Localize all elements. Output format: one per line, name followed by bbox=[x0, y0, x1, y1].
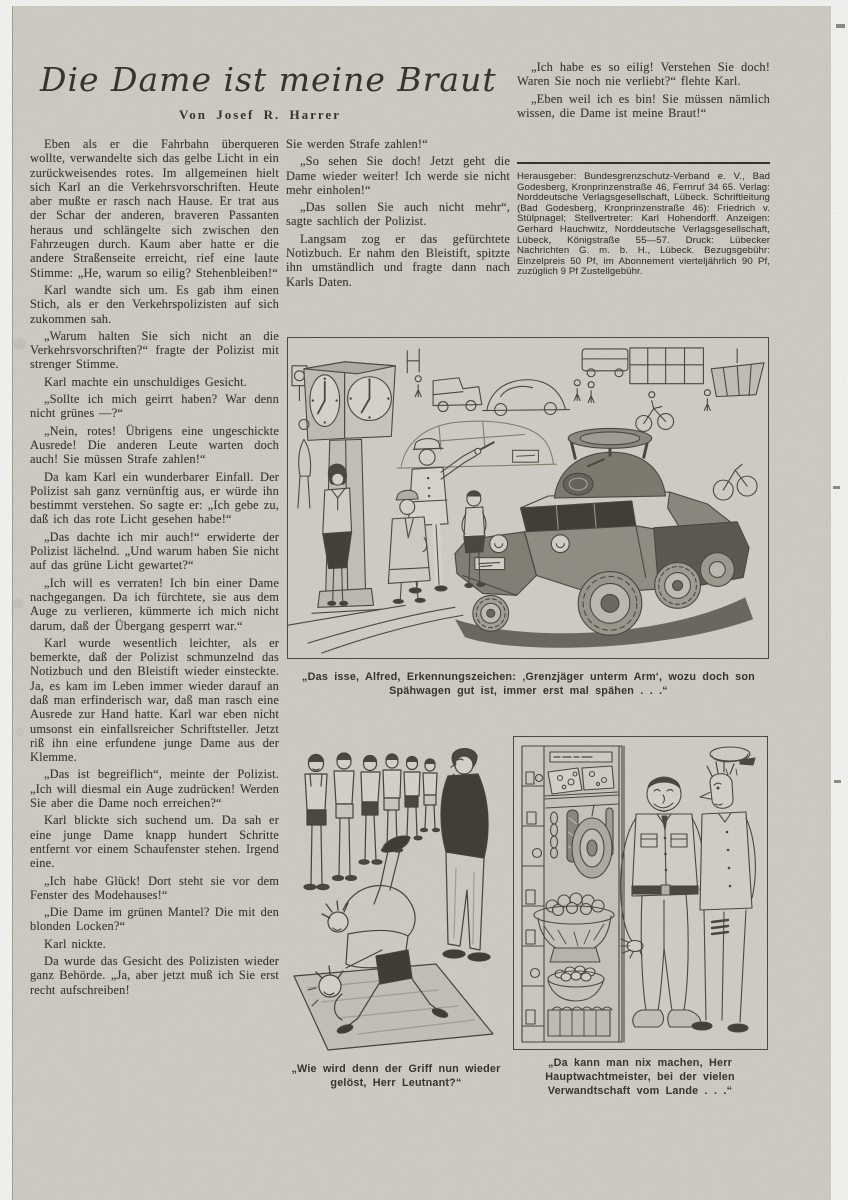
athletes-row bbox=[304, 753, 440, 890]
paragraph: Langsam zog er das gefürchtete Notizbuch. Er nahm den Bleistift, spitzte ihn umständlich und fragte dann nach Karls Daten. bbox=[286, 231, 510, 289]
wrestling-cartoon bbox=[288, 738, 505, 1056]
beetle-car bbox=[483, 380, 569, 416]
turret bbox=[554, 428, 665, 498]
motorcycle bbox=[713, 464, 757, 500]
paragraph: „Die Dame im grünen Mantel? Die mit den blonden Locken?“ bbox=[30, 905, 279, 934]
wrestling-caption: „Wie wird denn der Griff nun wieder gelöst, Herr Leutnant?“ bbox=[291, 1063, 501, 1089]
suited-onlooker bbox=[441, 749, 490, 961]
paragraph: „Das sollen Sie auch nicht mehr“, sagte sachlich der Polizist. bbox=[286, 200, 510, 229]
paragraph: „Das dachte ich mir auch!“ erwiderte der Polizist lächelnd. „Und warum haben Sie nicht auf das grüne Licht gewartet?“ bbox=[30, 529, 279, 573]
scan-blot bbox=[15, 728, 24, 737]
edge-mark bbox=[836, 24, 845, 28]
paragraph: „Ich will es verraten! Ich bin einer Dame nachgegangen. Da ich fürchtete, sie aus dem Auge zu verlieren, kümmerte ich mich nicht darum, daß der Übergang gesperrt war.“ bbox=[30, 575, 279, 633]
paragraph: Da wurde das Gesicht des Polizisten wieder ganz Behörde. „Ja, aber jetzt muß ich Sie erst recht aufschreiben! bbox=[30, 954, 279, 997]
story-column-middle bbox=[286, 137, 510, 292]
paragraph: „Ich habe es so eilig! Verstehen Sie doch! Waren Sie noch nie verliebt?“ flehte Karl. bbox=[517, 60, 770, 89]
paragraph: Karl wurde wesentlich leichter, als er bemerkte, daß der Polizist schmunzelnd das Notizbuch und den Bleistift wieder einsteckte. Ja, es kam im Leben immer wieder darauf an daß man erfinderisch war, daß man rasch eine Ausrede zur Hand hatte. Karl war eben nicht umsonst ein einfallsreicher Schriftsteller. Jetzt riß ihn eine erfundene junge Dame aus der Klemme. bbox=[30, 635, 279, 765]
stout-soldier bbox=[621, 777, 704, 1027]
thin-officer bbox=[692, 747, 755, 1032]
article-title: Die Dame ist meine Braut bbox=[40, 60, 497, 99]
pantry-cartoon bbox=[513, 736, 768, 1050]
paragraph: Karl machte ein unschuldiges Gesicht. bbox=[44, 374, 247, 389]
wrestling-drawing bbox=[288, 738, 505, 1056]
street-scene-caption: „Das isse, Alfred, Erkennungszeichen: ‚Grenzjäger unterm Arm‘, wozu doch son Spähwagen gut ist, immer erst mal spähen . . .“ bbox=[302, 671, 755, 697]
article-byline: Von Josef R. Harrer bbox=[179, 107, 341, 122]
paragraph: Sie werden Strafe zahlen!“ bbox=[286, 137, 428, 151]
truck bbox=[433, 378, 482, 412]
street-scene-drawing bbox=[288, 338, 768, 658]
street-markings bbox=[288, 605, 463, 653]
scan-blot bbox=[14, 338, 26, 350]
paragraph: „Sollte ich mich geirrt haben? War denn nicht grünes —?“ bbox=[30, 392, 279, 421]
paragraph: Karl nickte. bbox=[44, 936, 106, 951]
cyclist bbox=[636, 392, 674, 432]
scan-blot bbox=[13, 598, 24, 609]
edge-mark bbox=[834, 780, 841, 783]
paragraph: „Ich habe Glück! Dort steht sie vor dem Fenster des Modehauses!“ bbox=[30, 873, 279, 902]
paragraph: „So sehen Sie doch! Jetzt geht die Dame wieder weiter! Ich werde sie nicht mehr einholen!“ bbox=[286, 154, 510, 197]
street-scene-cartoon bbox=[287, 337, 769, 659]
pantry-drawing bbox=[514, 737, 767, 1049]
paragraph: „Nein, rotes! Übrigens eine ungeschickte Ausrede! Die anderen Leute warten doch auch! Sie müssen Strafe zahlen!“ bbox=[30, 423, 279, 467]
paragraph: „Das ist begreiflich“, meinte der Polizist. „Ich will diesmal ein Auge zudrücken! Werden Sie aber die Dame noch erreichen?“ bbox=[30, 767, 279, 811]
story-column-left bbox=[30, 137, 279, 1000]
paragraph: Da kam Karl ein wunderbarer Einfall. Der Polizist sah ganz vernünftig aus, er würde ihn bestimmt verstehen. So sagte er: „Ich gebe zu, daß ich das rote Licht gesehen habe!“ bbox=[30, 469, 279, 527]
paragraph: Eben als er die Fahrbahn überqueren wollte, verwandelte sich das gelbe Licht in ein zurückweisendes rotes. Im allgemeinen hielt sich Karl an die Verkehrsvorschriften. Heute aber mußte er rasch nach Hause. Er trat aus der Schar der anderen, braveren Passanten heraus und schlängelte sich zwischen den Fahrzeugen durch. Kaum aber hatte er die andere Straßenseite erreicht, rief eine laute Stimme: „He, warum so eilig? Stehenbleiben!“ bbox=[30, 137, 279, 280]
paragraph: Karl blickte sich suchend um. Da sah er eine junge Dame knapp hundert Schritte entfernt vor einem Schaufenster stehen. Irgend eine. bbox=[30, 813, 279, 871]
edge-mark bbox=[833, 486, 840, 489]
section-divider bbox=[517, 162, 770, 164]
shop-awning bbox=[711, 349, 764, 397]
masthead bbox=[40, 60, 497, 123]
paragraph: „Eben weil ich es bin! Sie müssen nämlich wissen, die Dame ist meine Braut!“ bbox=[517, 91, 770, 120]
food-locker bbox=[522, 746, 624, 1042]
pantry-caption: „Da kann man nix machen, Herr Hauptwachtmeister, bei der vielen Verwandtschaft vom Lande . . .“ bbox=[545, 1057, 735, 1097]
impressum: Herausgeber: Bundesgrenzschutz-Verband e. V., Bad Godesberg, Kronprinzenstraße 46, Fernruf 34 65. Verlag: Norddeutsche Verlagsgesellschaft, Lübeck. Schriftleitung (Bad Godesberg, Kronprinzenstraße 46): Friedrich v. Stülpnagel; Stellvertreter: Karl Hohendorff. Anzeigen: Gerhard Hauchwitz, Norddeutsche Verlagsgesellschaft, Lübeck, Königstraße 55—57. Druck: Lübecker Nachrichten G. m. b. H., Lübeck. Bezugsgebühr: Einzelpreis 50 Pf, im Abonnement vierteljährlich 90 Pf, zuzüglich 9 Pf Zustellgebühr. bbox=[517, 171, 770, 278]
paragraph: „Warum halten Sie sich nicht an die Verkehrsvorschriften?“ fragte der Polizist mit strenger Stimme. bbox=[30, 328, 279, 372]
story-column-right bbox=[517, 60, 770, 123]
paragraph: Karl wandte sich um. Es gab ihm einen Stich, als er den Verkehrspolizisten auf sich zukommen sah. bbox=[30, 282, 279, 326]
